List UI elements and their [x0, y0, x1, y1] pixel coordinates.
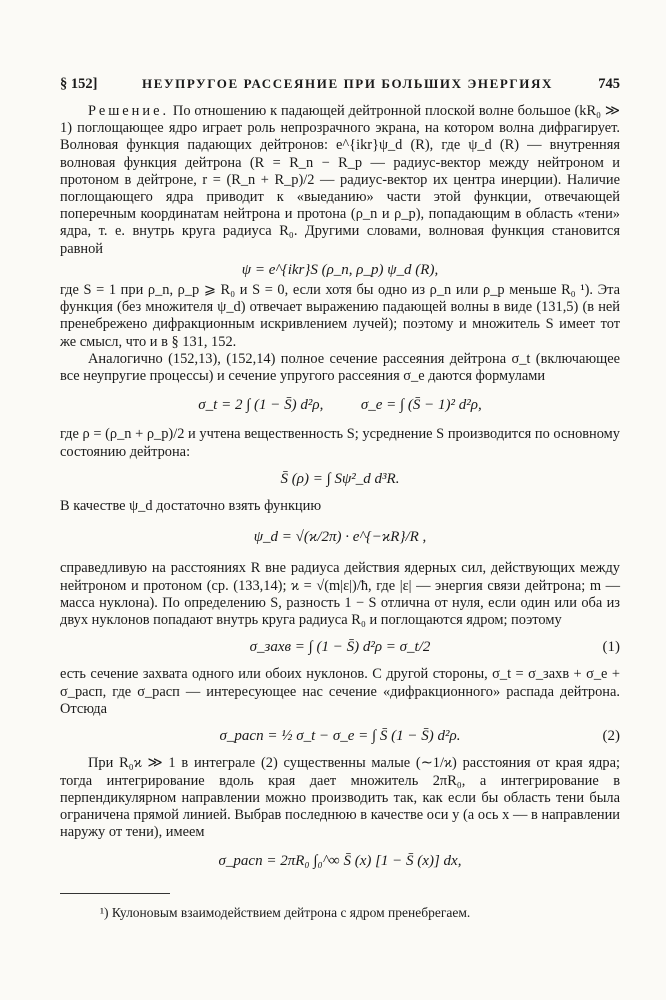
formula-breakup-integral: σ_расп = 2πR₀ ∫₀^∞ S̄ (x) [1 − S̄ (x)] dx,: [218, 853, 462, 870]
paragraph-cross-sections: Аналогично (152,13), (152,14) полное сечение рассеяния дейтрона σ_t (включающее все неупругие процессы) и сечение упругого рассеяния σ_e даются формулами: [60, 350, 620, 385]
formula-wavefunction: ψ = e^{ikr}S (ρ_n, ρ_p) ψ_d (R),: [241, 261, 439, 278]
formula-average-s: S̄ (ρ) = ∫ Sψ²_d d³R.: [280, 470, 400, 487]
formula-total-elastic: σ_t = 2 ∫ (1 − S̄) d²ρ, σ_e = ∫ (S̄ − 1)² d²ρ,: [198, 397, 482, 414]
paragraph-solution: [60, 103, 620, 258]
formula-psi-d: ψ_d = √(ϰ/2π) · e^{−ϰR}/R ,: [253, 529, 427, 546]
page-body: [60, 103, 620, 871]
formula-capture-expr: σ_захв = ∫ (1 − S̄) d²ρ = σ_t/2: [249, 639, 431, 656]
formula-breakup-expr: σ_расп = ½ σ_t − σ_e = ∫ S̄ (1 − S̄) d²ρ.: [219, 728, 461, 745]
formula-breakup: [60, 728, 620, 745]
section-ref: § 152]: [60, 76, 98, 92]
page-number: 745: [598, 76, 620, 92]
paragraph-s-definition: где S = 1 при ρ_n, ρ_p ⩾ R₀ и S = 0, если хотя бы одно из ρ_n или ρ_p меньше R₀ ¹). Эта функция (без множителя ψ_d) отвечает выражению падающей волны в виде (131,5) (в ней пренебрежено дифракционным искривлением лучей); поэтому и множитель S имеет тот же смысл, что и в § 131, 152.: [60, 282, 620, 350]
equation-number-2: (2): [602, 728, 620, 745]
solution-text: По отношению к падающей дейтронной плоской волне большое (kR₀ ≫ 1) поглощающее ядро играет роль непрозрачного экрана, на котором волна дифрагирует. Волновая функция падающих дейтронов: e^{ikr}ψ_d (R), где ψ_d (R) — внутренняя волновая функция дейтрона (R = R_n − R_p — радиус-вектор между нейтроном и протоном в дейтроне, r = (R_n + R_p)/2 — радиус-вектор их центра инерции). Наличие поглощающего ядра приводит к «выеданию» части этой функции, отвечающей поперечным координатам нейтрона и протона (ρ_n и ρ_p), попадающим в область «тени» ядра, т. е. внутрь круга радиуса R₀. Другими словами, волновая функция становится равной: [60, 103, 620, 257]
paragraph-edge: При R₀ϰ ≫ 1 в интеграле (2) существенны малые (∼1/ϰ) расстояния от края ядра; тогда интегрирование вдоль края дает множитель 2πR₀, а интегрирование в перпендикулярном направлении можно производить так, как если бы область тени была ограничена прямой линией. Выбрав последнюю в качестве оси y (а ось x — в направлении наружу от тени), имеем: [60, 755, 620, 841]
formula-capture: [60, 639, 620, 656]
footnote: ¹) Кулоновым взаимодействием дейтрона с ядром пренебрегаем.: [100, 905, 471, 920]
solution-lead: Решение.: [88, 103, 170, 119]
paragraph-capture: есть сечение захвата одного или обоих нуклонов. С другой стороны, σ_t = σ_захв + σ_e + σ_расп, где σ_расп — интересующее нас сечение «дифракционного» распада дейтрона. Отсюда: [60, 666, 620, 717]
paragraph-validity: справедливую на расстояниях R вне радиуса действия ядерных сил, действующих между нейтроном и протоном (ср. (133,14); ϰ = √(m|ε|)/ħ, где |ε| — энергия связи дейтрона; m — масса нуклона). По определению S, разность 1 − S отлична от нуля, если один или оба из двух нуклонов попадают внутрь круга радиуса R₀ и поглощаются ядром; поэтому: [60, 560, 620, 629]
footnote-rule: [60, 893, 170, 894]
equation-number-1: (1): [602, 639, 620, 656]
chapter-title: НЕУПРУГОЕ РАССЕЯНИЕ ПРИ БОЛЬШИХ ЭНЕРГИЯХ: [142, 76, 553, 91]
paragraph-psi-choice: В качестве ψ_d достаточно взять функцию: [60, 498, 322, 515]
running-header: [60, 76, 620, 96]
paragraph-averaging: где ρ = (ρ_n + ρ_p)/2 и учтена вещественность S; усреднение S производится по основному состоянию дейтрона:: [60, 426, 620, 460]
